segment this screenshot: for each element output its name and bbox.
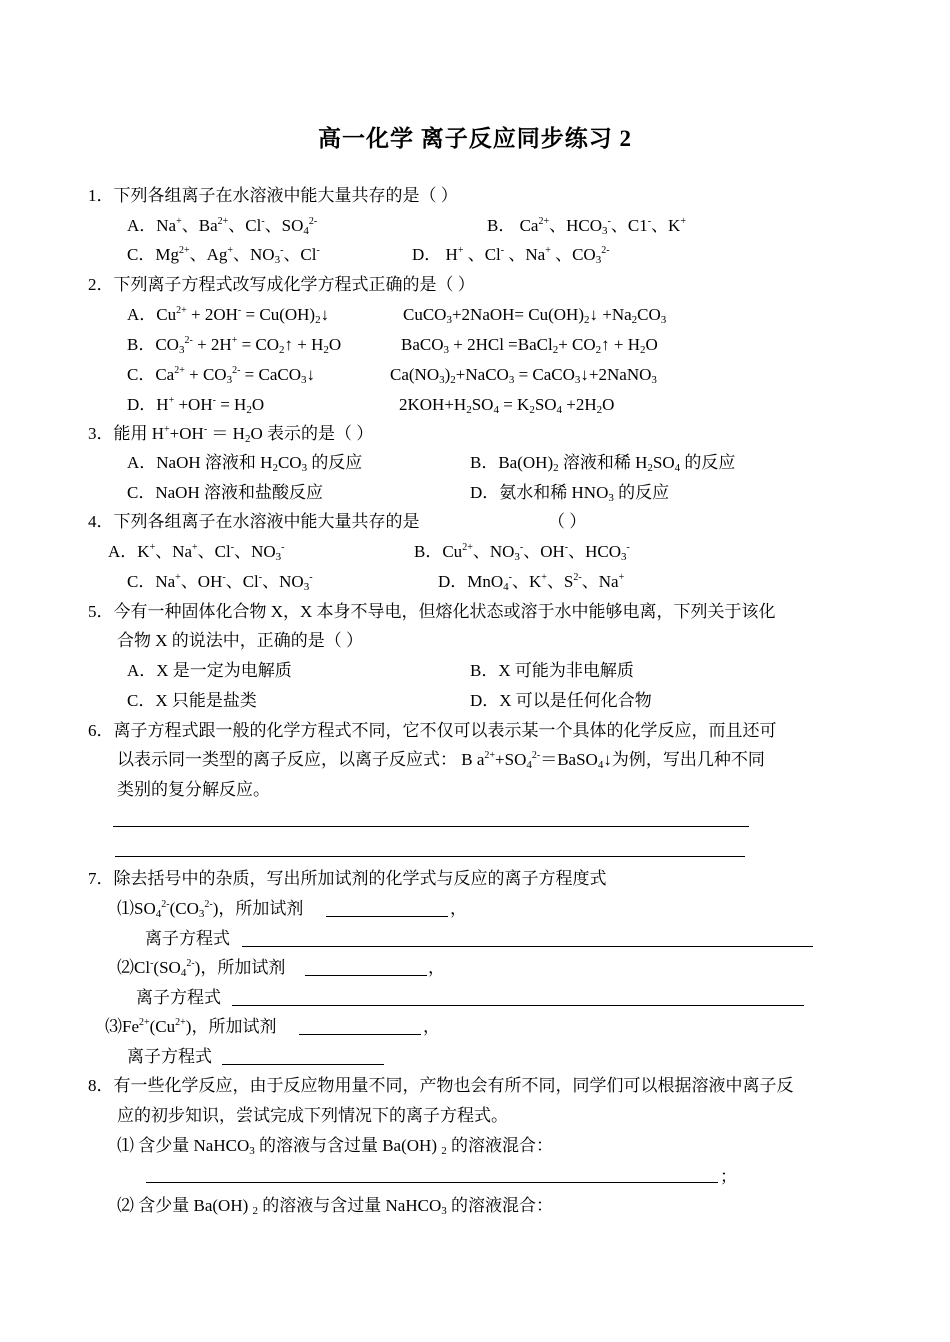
q1-option-d: D． H+ 、Cl- 、Na+ 、$CO_3^{2-}$ <box>412 245 610 266</box>
q3-option-a: A．NaOH 溶液和 $H_2CO_3$ 的反应 <box>127 453 363 474</box>
q8-stem-line2: 应的初步知识，尝试完成下列情况下的离子方程式。 <box>117 1106 508 1125</box>
q7-part2-text: $⑵Cl^-(SO_4^{2-})$，所加试剂 <box>117 958 286 979</box>
q6-answer-line-2[interactable] <box>115 856 745 857</box>
q7-part3-reagent-blank[interactable] <box>299 1034 421 1035</box>
q1-option-b: B． $Ca^{2+}$、$HCO_3^-$、C1-、K+ <box>487 216 686 237</box>
q7-stem: 7．除去括号中的杂质，写出所加试剂的化学式与反应的离子方程度式 <box>88 869 607 888</box>
q5-stem-line2: 合物 X 的说法中，正确的是（ ） <box>117 631 364 650</box>
q3-stem: 3．能用 $H^++OH^- = H_2O$ 表示的是（ ） <box>88 424 374 445</box>
q8-stem-line1: 8．有一些化学反应，由于反应物用量不同，产物也会有所不同，同学们可以根据溶液中离子反 <box>88 1076 794 1095</box>
q6-answer-line-1[interactable] <box>113 826 749 827</box>
q5-option-d: D．X 可以是任何化合物 <box>470 691 652 710</box>
q4-stem: 4．下列各组离子在水溶液中能大量共存的是 <box>88 512 420 531</box>
q2-option-d-ionic: D．$H^+ +OH^- = H_2O$ <box>127 395 265 416</box>
q8-part1-text: ⑴ 含少量 NaHCO$_3$ 的溶液与含过量 Ba(OH) $_2$ 的溶液混合： <box>117 1136 553 1157</box>
q7-part3-text: $⑶Fe^{2+}(Cu^{2+})$，所加试剂 <box>105 1017 277 1036</box>
q6-text-line3: 类别的复分解反应。 <box>117 780 270 799</box>
q6-text-line1: 6．离子方程式跟一般的化学方程式不同，它不仅可以表示某一个具体的化学反应，而且还可 <box>88 721 777 740</box>
q7-part3-equation-blank[interactable] <box>222 1064 384 1065</box>
q3-option-b: B．$Ba(OH)_2$ 溶液和稀 $H_2SO_4$ 的反应 <box>470 453 736 474</box>
q7-part2-equation-blank[interactable] <box>232 1005 804 1006</box>
q8-part2-text: ⑵ 含少量 Ba(OH) $_2$ 的溶液与含过量 NaHCO$_3$ 的溶液混合： <box>117 1196 553 1217</box>
q2-option-c-chemical: $Ca(NO_3)_2+NaCO_3$ = CaCO$_3$↓+2NaNO$_3$ <box>390 365 657 386</box>
q2-option-a-ionic: A．$Cu^{2+} + 2OH^-$ = $Cu(OH)_2↓$ <box>127 305 330 326</box>
q7-part2-reagent-blank[interactable] <box>305 975 427 976</box>
q1-stem: 1．下列各组离子在水溶液中能大量共存的是（ ） <box>88 186 458 205</box>
q3-option-c: C．NaOH 溶液和盐酸反应 <box>127 483 323 502</box>
q5-option-c: C．X 只能是盐类 <box>127 691 257 710</box>
q7-part3-equation-label: 离子方程式 <box>127 1047 212 1066</box>
q2-option-b-ionic: B．$CO_3^{2-} + 2H^+$ = $CO_2↑ + H_2O$ <box>127 335 342 356</box>
q7-part1-equation-label: 离子方程式 <box>145 929 230 948</box>
q4-option-d: D．MnO$_4$-、K+、$S^{2-}$、Na+ <box>438 572 625 593</box>
q3-option-d: D．氨水和稀 $HNO_3$ 的反应 <box>470 483 670 504</box>
q1-option-a: A．Na+、$Ba^{2+}$、Cl-、$SO_4^{2-}$ <box>127 216 318 237</box>
q4-option-a: A．K+、Na+、Cl-、$NO_3^-$ <box>108 542 285 563</box>
q4-option-b: B．$Cu^{2+}$、$NO_3^-$、OH-、$HCO_3^-$ <box>414 542 630 563</box>
q7-part1-comma: ， <box>450 899 467 918</box>
q7-part1-text: $⑴SO_4^{2-}(CO_3^{2-})$，所加试剂 <box>117 899 304 920</box>
page-title: 高一化学 离子反应同步练习 2 <box>318 126 632 151</box>
q2-option-d-chemical: $2KOH+H_2SO_4 = K_2SO_4 +2H_2O$ <box>399 395 615 416</box>
q1-option-c: C．$Mg^{2+}$、Ag+、$NO_3^-$、Cl- <box>127 245 320 266</box>
q2-option-c-ionic: C．$Ca^{2+} + CO_3^{2-}$ = CaCO$_3$↓ <box>127 365 316 386</box>
q2-option-a-chemical: CuCO$_3$+2NaOH= $Cu(OH)_2↓ +Na_2CO_3$ <box>403 305 667 326</box>
q8-part1-semicolon: ； <box>720 1167 737 1186</box>
q7-part2-comma: ， <box>428 958 445 977</box>
q7-part1-equation-blank[interactable] <box>242 946 813 947</box>
q5-stem-line1: 5．今有一种固体化合物 X，X 本身不导电，但熔化状态或溶于水中能够电离，下列关于该化 <box>88 602 776 621</box>
q4-option-c: C．Na+、OH-、Cl-、$NO_3^-$ <box>127 572 313 593</box>
q7-part3-comma: ， <box>423 1017 440 1036</box>
q2-stem: 2．下列离子方程式改写成化学方程式正确的是（ ） <box>88 275 475 294</box>
q7-part1-reagent-blank[interactable] <box>326 916 448 917</box>
q8-part1-answer-line[interactable] <box>146 1182 718 1183</box>
q4-answer-bracket: （ ） <box>548 512 587 531</box>
q6-text-line2: 以表示同一类型的离子反应，以离子反应式： B $a^{2+}+SO_4^{2-}=BaSO_4↓$为例，写出几种不同 <box>117 750 765 771</box>
q7-part2-equation-label: 离子方程式 <box>136 988 221 1007</box>
q5-option-a: A．X 是一定为电解质 <box>127 661 292 680</box>
q5-option-b: B．X 可能为非电解质 <box>470 661 634 680</box>
q2-option-b-chemical: BaCO$_3$ + 2HCl =BaCl$_2$+ $CO_2↑ + H_2O$ <box>401 335 658 356</box>
